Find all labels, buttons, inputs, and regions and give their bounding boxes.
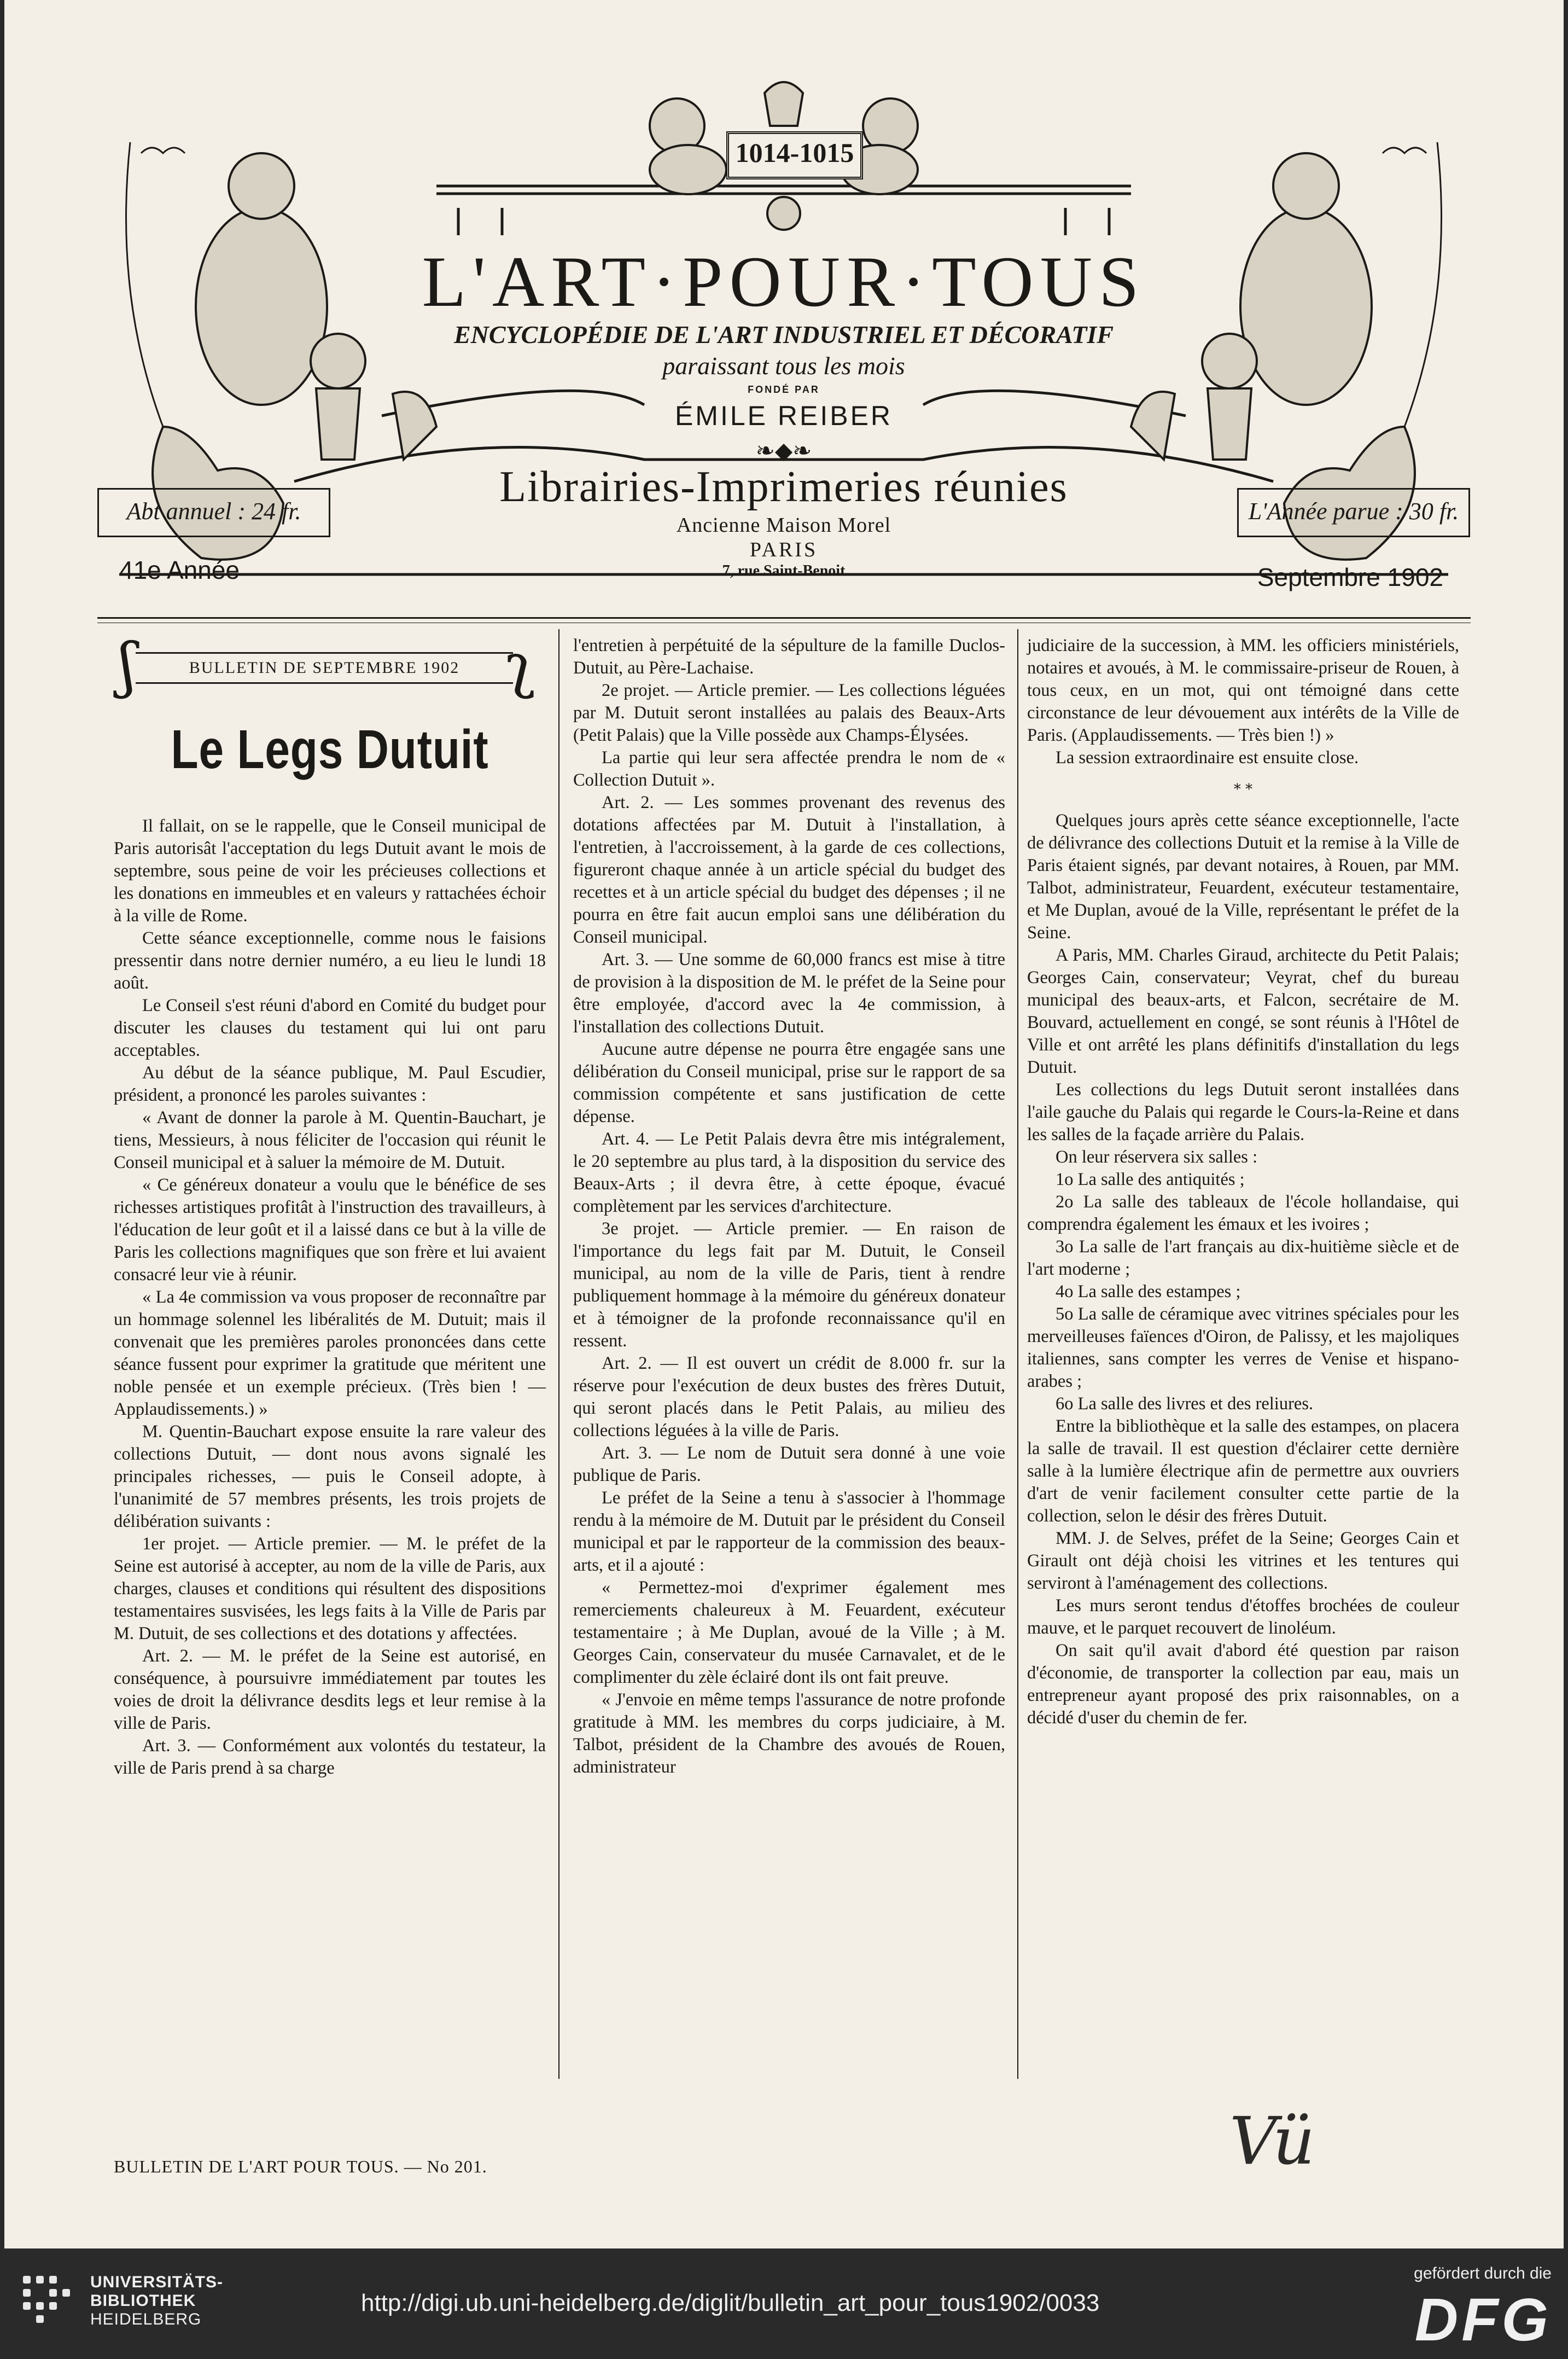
paragraph: Aucune autre dépense ne pourra être engagée sans une délibération du Conseil municipal, prise sur le rapport de sa commission compétente et sans justification de cette dépense. bbox=[573, 1039, 1005, 1126]
issue-number-box: 1014-1015 bbox=[726, 131, 863, 179]
article-column-1 bbox=[114, 630, 546, 1780]
bulletin-label: BULLETIN DE SEPTEMBRE 1902 bbox=[136, 652, 513, 684]
paragraph: Le préfet de la Seine a tenu à s'associer à l'hommage rendu à la mémoire de M. Dutuit par le président du Conseil municipal et par le rapporteur de la commission des beaux-arts, et il a ajouté : bbox=[573, 1488, 1005, 1575]
sponsor-label: gefördert durch die bbox=[1414, 2264, 1552, 2282]
paragraph: l'entretien à perpétuité de la sépulture de la famille Duclos-Dutuit, au Père-Lachaise. bbox=[573, 636, 1005, 678]
paragraph: Art. 3. — Une somme de 60,000 francs est mise à titre de provision à la disposition de M. le préfet de la Seine pour être employée, d'accord avec la 4e commission, à l'installation des collections Dutuit. bbox=[573, 950, 1005, 1037]
paragraph: On sait qu'il avait d'abord été question par raison d'économie, de transporter la collection par eau, mais un entrepreneur ayant proposé des prix raisonnables, on a décidé d'user du chemin de fer. bbox=[1027, 1641, 1459, 1728]
paragraph: 1er projet. — Article premier. — M. le préfet de la Seine est autorisé à accepter, au nom de la ville de Paris, aux charges, clauses et conditions qui résultent des dispositions testamentaires susvisées, les legs faits à la Ville de Paris par M. Dutuit, de ses collections et des dotations y affectées. bbox=[114, 1534, 546, 1643]
paragraph: Les murs seront tendus d'étoffes brochées de couleur mauve, et le parquet recouvert de linoléum. bbox=[1027, 1596, 1459, 1638]
paragraph: « Avant de donner la parole à M. Quentin-Bauchart, je tiens, Messieurs, à nous féliciter de l'occasion qui réunit le Conseil municipal et à saluer la mémoire de M. Dutuit. bbox=[114, 1108, 546, 1172]
paragraph: La session extraordinaire est ensuite close. bbox=[1056, 748, 1359, 768]
issue-date: Septembre 1902 bbox=[1257, 563, 1443, 591]
publisher-city: PARIS bbox=[749, 538, 818, 561]
paragraph: MM. J. de Selves, préfet de la Seine; Georges Cain et Girault ont déjà choisi les vitrines et les tentures qui serviront à l'aménagement des collections. bbox=[1027, 1529, 1459, 1593]
paragraph: Entre la bibliothèque et la salle des estampes, on placera la salle de travail. Il est question d'éclairer cette dernière salle à la lumière électrique afin de permettre aux ouvriers d'art de venir facilement consulter cette partie de la collection, selon le désir des frères Dutuit. bbox=[1027, 1416, 1459, 1526]
scroll-ornament-icon: ʅ bbox=[505, 630, 535, 700]
paragraph: La partie qui leur sera affectée prendra le nom de « Collection Dutuit ». bbox=[573, 748, 1005, 790]
article-column-2 bbox=[573, 635, 1005, 1779]
paragraph: Art. 3. — Le nom de Dutuit sera donné à une voie publique de Paris. bbox=[573, 1443, 1005, 1485]
dfg-logo-icon[interactable]: DFG bbox=[1414, 2286, 1552, 2354]
university-line-2: BIBLIOTHEK bbox=[90, 2292, 196, 2310]
paragraph: Au début de la séance publique, M. Paul Escudier, président, a prononcé les paroles suivantes : bbox=[114, 1063, 546, 1105]
paragraph: A Paris, MM. Charles Giraud, architecte du Petit Palais; Georges Cain, conservateur; Veyrat, chef du bureau municipal des beaux-arts, et Falcon, secrétaire de M. Bouvard, actuellement en congé, se sont réunis à l'Hôtel de Ville et ont arrêté les plans définitifs d'installation du legs Dutuit. bbox=[1027, 945, 1459, 1077]
document-url-link[interactable]: http://digi.ub.uni-heidelberg.de/diglit/bulletin_art_pour_tous1902/0033 bbox=[361, 2290, 1100, 2316]
university-line-1: UNIVERSITÄTS- bbox=[90, 2273, 224, 2291]
scanned-page bbox=[4, 0, 1564, 2248]
list-item: 3o La salle de l'art français au dix-huitième siècle et de l'art moderne ; bbox=[1027, 1237, 1459, 1279]
publisher-name: Librairies-Imprimeries réunies bbox=[499, 463, 1068, 511]
paragraph: « Permettez-moi d'exprimer également mes remerciements chaleureux à M. Feuardent, exécuteur testamentaire ; à Me Duplan, avoué de la Ville ; à M. Georges Cain, conservateur du musée Carnavalet, et de le complimenter du zèle éclairé dont ils ont fait preuve. bbox=[573, 1578, 1005, 1687]
paragraph: Art. 2. — Il est ouvert un crédit de 8.000 fr. sur la réserve pour l'exécution de deux bustes des frères Dutuit, qui seront placés dans le Petit Palais, au milieu des collections léguées à la ville de Paris. bbox=[573, 1353, 1005, 1440]
volume-year: 41e Année bbox=[119, 556, 240, 584]
founded-by-label: FONDÉ PAR bbox=[748, 384, 820, 395]
publisher-address: 7, rue Saint-Benoit bbox=[722, 562, 846, 579]
scroll-ornament-icon: ʃ bbox=[119, 630, 136, 700]
list-item: 1o La salle des antiquités ; bbox=[1056, 1170, 1245, 1189]
paragraph: On leur réservera six salles : bbox=[1056, 1147, 1258, 1167]
list-item: 6o La salle des livres et des reliures. bbox=[1056, 1394, 1314, 1414]
list-item: 5o La salle de céramique avec vitrines spéciales pour les merveilleuses faïences d'Oiron, de Palissy, et les majoliques italiennes, sans compter les verres de Venise et hispano-arabes ; bbox=[1027, 1304, 1459, 1391]
paragraph: M. Quentin-Bauchart expose ensuite la rare valeur des collections Dutuit, — dont nous avons signalé les principales richesses, — puis le Conseil adopte, à l'unanimité de 57 membres présents, les trois projets de délibération suivants : bbox=[114, 1422, 546, 1531]
paragraph: « La 4e commission va vous proposer de reconnaître par un hommage solennel les libéralités de M. Dutuit; mais il convenait que les premières paroles prononcées dans cette séance fussent pour exprimer la gratitude que méritent une noble pensée et un exemple précieux. (Très bien ! — Applaudissements.) » bbox=[114, 1287, 546, 1419]
list-item: 4o La salle des estampes ; bbox=[1056, 1282, 1241, 1301]
paragraph: 3e projet. — Article premier. — En raison de l'importance du legs fait par M. Dutuit, le Conseil municipal, au nom de la ville de Paris, tient à rendre publiquement hommage à la mémoire du généreux donateur et à témoigner de la profonde reconnaissance qu'il en ressent. bbox=[573, 1219, 1005, 1351]
journal-title: L'ART·POUR·TOUS bbox=[422, 241, 1146, 322]
paragraph: judiciaire de la succession, à MM. les officiers ministériels, notaires et avoués, à M. le commissaire-priseur de Rouen, à tous ceux, en un mot, qui ont témoigné dans cette circonstance de leur dévouement aux intérêts de la Ville de Paris. (Applaudissements. — Très bien !) » bbox=[1027, 636, 1459, 745]
paragraph: Quelques jours après cette séance exceptionnelle, l'acte de délivrance des collections Dutuit et la remise à la Ville de Paris étaient signés, par devant notaires, à Rouen, par MM. Talbot, administrateur, Feuardent, exécuteur testamentaire, et Me Duplan, avoué de la Ville, représentant le préfet de la Seine. bbox=[1027, 811, 1459, 943]
university-name[interactable] bbox=[90, 2273, 223, 2329]
fleuron-ornament: ❧◆❧ bbox=[755, 437, 812, 464]
university-seal-icon bbox=[12, 2270, 94, 2341]
viewer-footer-bar bbox=[0, 2248, 1568, 2359]
paragraph: Cette séance exceptionnelle, comme nous le faisions pressentir dans notre dernier numéro, a eu lieu le lundi 18 août. bbox=[114, 928, 546, 993]
paragraph: Art. 2. — M. le préfet de la Seine est autorisé, en conséquence, à poursuivre immédiatement par toutes les voies de droit la délivrance desdits legs et leur remise à la ville de Paris. bbox=[114, 1646, 546, 1733]
paragraph: 2e projet. — Article premier. — Les collections léguées par M. Dutuit seront installées au palais des Beaux-Arts (Petit Palais) que la Ville possède aux Champs-Élysées. bbox=[573, 681, 1005, 745]
section-asterism: * * bbox=[1233, 781, 1253, 798]
column-divider-2 bbox=[1017, 629, 1018, 2079]
bulletin-banner bbox=[114, 630, 546, 700]
column-divider-1 bbox=[558, 629, 559, 2079]
header-rule bbox=[97, 617, 1471, 619]
page-footer: BULLETIN DE L'ART POUR TOUS. — No 201. bbox=[114, 2157, 487, 2176]
year-price-cartouche: L'Année parue : 30 fr. bbox=[1237, 488, 1470, 537]
paragraph: Art. 3. — Conformément aux volontés du testateur, la ville de Paris prend à sa charge bbox=[114, 1736, 546, 1778]
paragraph: Le Conseil s'est réuni d'abord en Comité du budget pour discuter les clauses du testament qui lui ont paru acceptables. bbox=[114, 996, 546, 1060]
paragraph: Il fallait, on se le rappelle, que le Conseil municipal de Paris autorisât l'acceptation du legs Dutuit avant le mois de septembre, sous peine de voir les précieuses collections et les donations en immeubles et en valeurs y rattachées échoir à la ville de Rome. bbox=[114, 816, 546, 926]
university-line-3: HEIDELBERG bbox=[90, 2310, 202, 2328]
handwritten-mark: Vü bbox=[1229, 2104, 1315, 2180]
paragraph: Art. 4. — Le Petit Palais devra être mis intégralement, le 20 septembre au plus tard, à la disposition du service des Beaux-Arts ; il devra être, à cette époque, évacué complètement par les services d'architecture. bbox=[573, 1129, 1005, 1216]
former-house: Ancienne Maison Morel bbox=[676, 514, 891, 537]
list-item: 2o La salle des tableaux de l'école hollandaise, qui comprendra également les émaux et les ivoires ; bbox=[1027, 1192, 1459, 1234]
article-title: Le Legs Dutuit bbox=[171, 719, 489, 780]
paragraph: Les collections du legs Dutuit seront installées dans l'aile gauche du Palais qui regarde le Cours-la-Reine et dans les salles de la façade arrière du Palais. bbox=[1027, 1080, 1459, 1144]
article-column-3 bbox=[1027, 635, 1459, 1729]
subscription-price-cartouche: Abt annuel : 24 fr. bbox=[97, 488, 330, 537]
periodicity-line: paraissant tous les mois bbox=[662, 352, 905, 380]
paragraph: « J'envoie en même temps l'assurance de notre profonde gratitude à MM. les membres du corps judiciaire, à M. Talbot, président de la Chambre des avoués de Rouen, administrateur bbox=[573, 1690, 1005, 1777]
paragraph: « Ce généreux donateur a voulu que le bénéfice de ses richesses artistiques profitât à l'instruction des travailleurs, à l'éducation de leur goût et il a laissé dans ce but à la ville de Paris les collections magnifiques que son frère et lui avaient consacré leur vie à réunir. bbox=[114, 1175, 546, 1285]
founder-name: ÉMILE REIBER bbox=[674, 400, 893, 431]
paragraph: Art. 2. — Les sommes provenant des revenus des dotations affectées par M. Dutuit à l'installation, à l'entretien, à l'accroissement, à la garde de ces collections, figureront chaque année à un article spécial du budget des recettes et à un article spécial du budget des dépenses ; il ne pourra en être fait aucun emploi sans une délibération du Conseil municipal. bbox=[573, 793, 1005, 947]
journal-subtitle: ENCYCLOPÉDIE DE L'ART INDUSTRIEL ET DÉCORATIF bbox=[454, 321, 1114, 348]
masthead bbox=[97, 77, 1470, 602]
